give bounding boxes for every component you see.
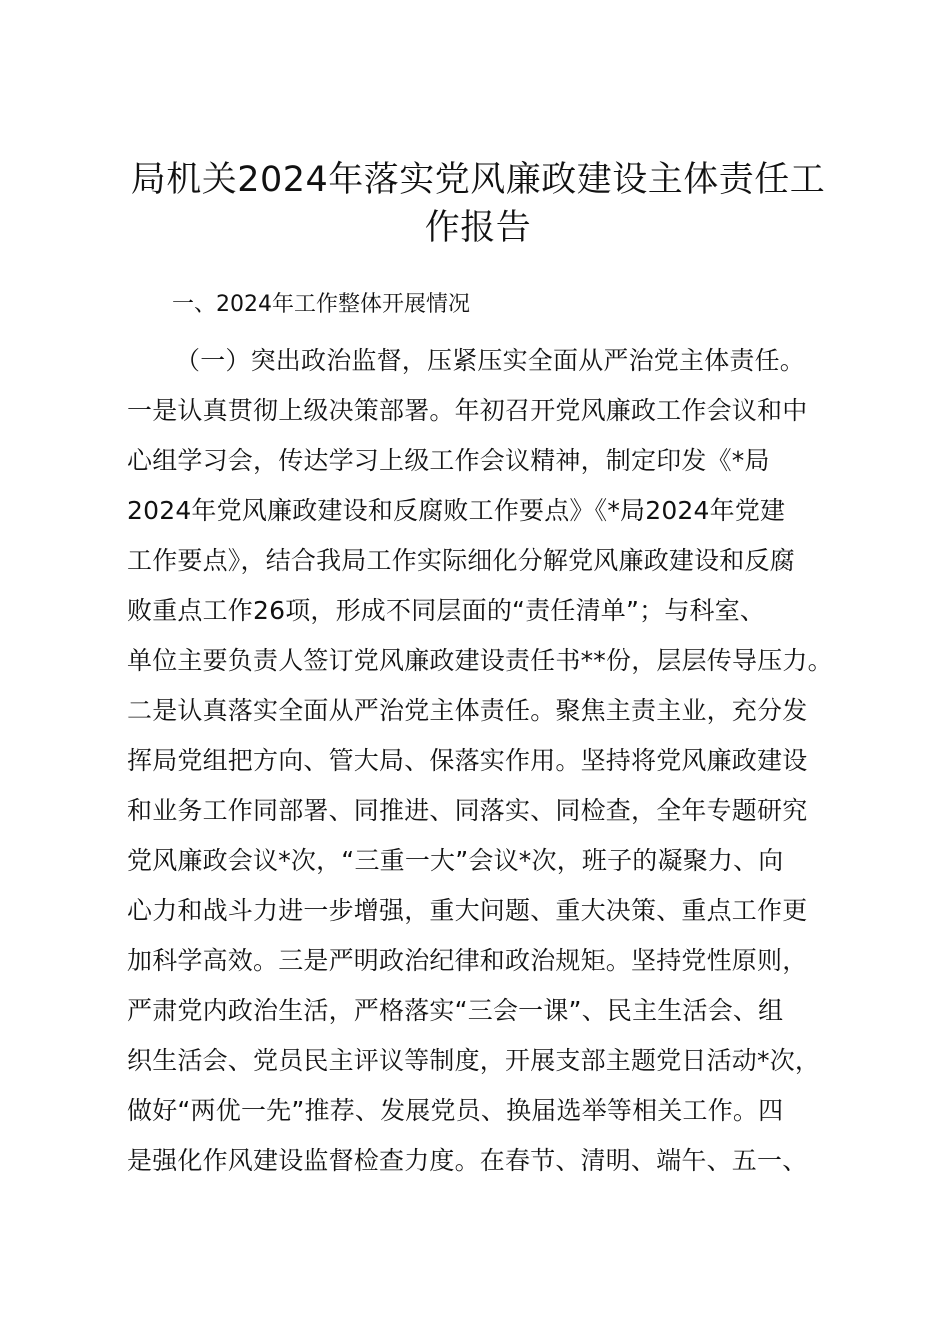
body-line: 挥局党组把方向、管大局、保落实作用。坚持将党风廉政建设 — [127, 746, 808, 775]
body-line: 心力和战斗力进一步增强，重大问题、重大决策、重点工作更 — [127, 896, 808, 925]
body-line: 织生活会、党员民主评议等制度，开展支部主题党日活动*次， — [127, 1046, 821, 1075]
body-line: 二是认真落实全面从严治党主体责任。聚焦主责主业，充分发 — [127, 696, 808, 725]
body-line: 心组学习会，传达学习上级工作会议精神，制定印发《*局 — [127, 446, 770, 475]
body-line: 单位主要负责人签订党风廉政建设责任书**份，层层传导压力。 — [127, 646, 833, 675]
body-line: 2024年党风廉政建设和反腐败工作要点》《*局2024年党建 — [127, 496, 786, 525]
body-line: 败重点工作26项，形成不同层面的“责任清单”；与科室、 — [127, 596, 766, 625]
document-title — [118, 156, 838, 252]
body-line: 和业务工作同部署、同推进、同落实、同检查，全年专题研究 — [127, 796, 808, 825]
body-line: 党风廉政会议*次，“三重一大”会议*次，班子的凝聚力、向 — [127, 846, 784, 875]
body-line: 加科学高效。三是严明政治纪律和政治规矩。坚持党性原则， — [127, 946, 808, 975]
body-line: 是强化作风建设监督检查力度。在春节、清明、端午、五一、 — [127, 1146, 808, 1175]
body-line: 工作要点》，结合我局工作实际细化分解党风廉政建设和反腐 — [127, 546, 795, 575]
body-paragraph — [127, 336, 842, 1186]
body-line: 一是认真贯彻上级决策部署。年初召开党风廉政工作会议和中 — [127, 396, 808, 425]
body-line: 严肃党内政治生活，严格落实“三会一课”、民主生活会、组 — [127, 996, 784, 1025]
title-line-2: 作报告 — [424, 208, 532, 248]
section-heading: 一、2024年工作整体开展情况 — [172, 292, 470, 317]
body-line: 做好“两优一先”推荐、发展党员、换届选举等相关工作。四 — [127, 1096, 784, 1125]
title-line-1: 局机关2024年落实党风廉政建设主体责任工 — [130, 160, 826, 200]
body-line: （一）突出政治监督，压紧压实全面从严治党主体责任。 — [175, 346, 806, 375]
